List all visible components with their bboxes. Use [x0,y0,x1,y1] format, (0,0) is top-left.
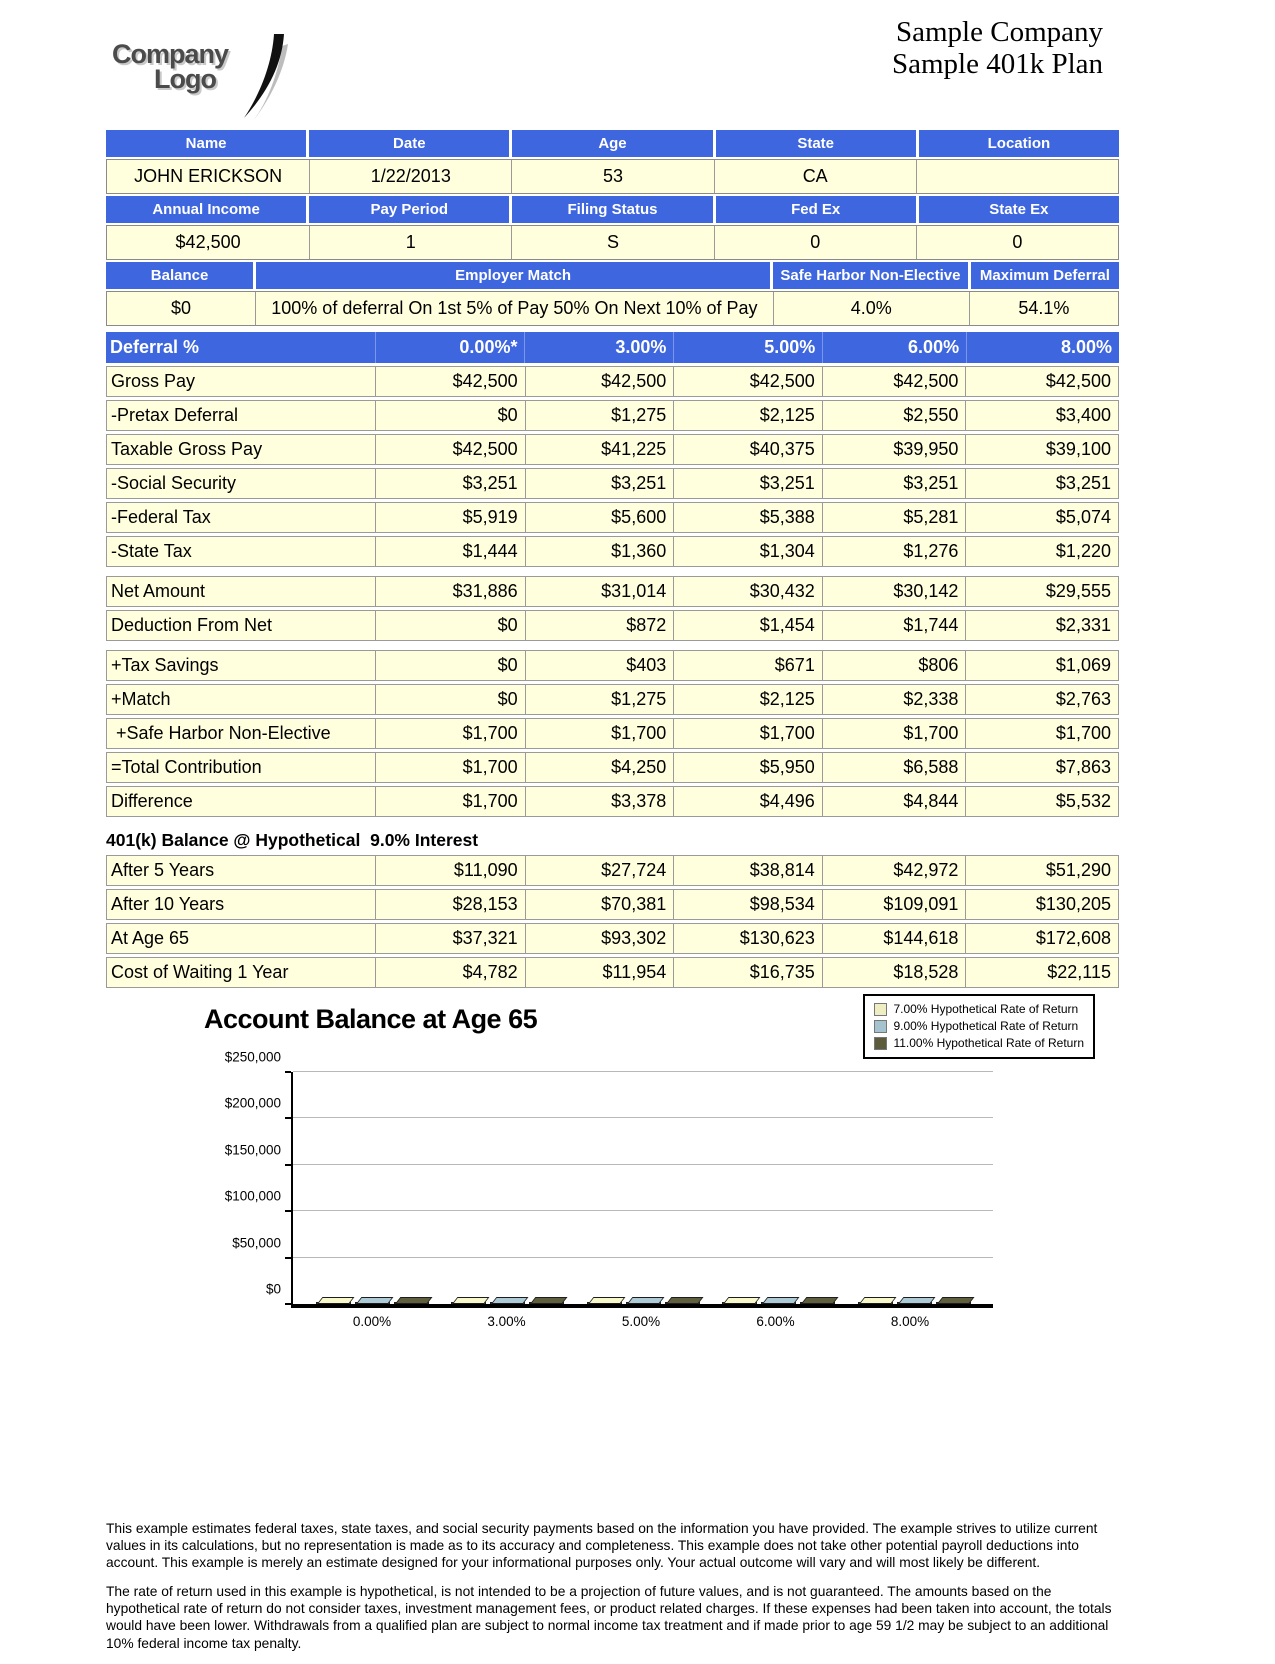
info-header-cell: Employer Match [256,262,770,289]
y-axis-tick-label: $150,000 [224,1142,281,1158]
deferral-value-cell: $671 [673,651,822,680]
info-value-cell [916,160,1118,193]
info-value-cell: 53 [511,160,713,193]
deferral-value-cell: $5,919 [375,503,525,532]
legend-swatch [874,1003,887,1016]
info-header-cell: Pay Period [309,196,509,223]
deferral-value-cell: $39,100 [965,435,1118,464]
bar-7.00%-5.00% [587,1302,622,1304]
deferral-value-cell: $4,250 [525,753,674,782]
bar-9.00%-6.00% [761,1302,796,1304]
deferral-value-cell: $3,251 [673,469,822,498]
deferral-header-cell: 5.00% [673,332,822,363]
report-page [106,0,1119,1664]
deferral-value-cell: $1,275 [525,685,674,714]
info-value-cell: JOHN ERICKSON [134,166,283,186]
deferral-value-cell: $1,444 [375,537,525,566]
info-header-cell: Filing Status [512,196,712,223]
deferral-row [106,957,1119,988]
deferral-value-cell: $5,281 [822,503,966,532]
logo-line-1: Company [112,39,229,69]
chart-plot-area [224,1049,993,1308]
deferral-value-cell: $3,378 [525,787,674,816]
bar-group-8.00% [858,1302,971,1304]
info-value-row [106,225,1119,260]
logo-line-2: Logo [154,63,217,94]
y-axis-tick-label: $50,000 [232,1235,281,1251]
deferral-row [106,434,1119,465]
report-header [106,16,1119,120]
company-logo-text [112,39,229,122]
info-header-cell: Name [106,130,306,157]
deferral-row-label: Taxable Gross Pay [111,439,263,459]
deferral-value-cell: $28,153 [375,890,525,919]
deferral-value-cell: $144,618 [822,924,966,953]
deferral-value-cell: $5,388 [673,503,822,532]
deferral-value-cell: $1,700 [673,719,822,748]
deferral-value-cell: $5,532 [965,787,1118,816]
deferral-table [106,332,1119,988]
deferral-value-cell: $27,724 [525,856,674,885]
deferral-row-label: After 5 Years [111,860,215,880]
deferral-row-label: Net Amount [111,581,206,601]
chart-x-axis-labels [291,1314,991,1329]
deferral-value-cell: $42,500 [525,367,674,396]
y-axis-tick [285,1257,291,1259]
deferral-value-cell: $42,500 [822,367,966,396]
deferral-value-cell: $4,496 [673,787,822,816]
deferral-value-cell: $11,954 [525,958,674,987]
deferral-value-cell: $3,251 [375,469,525,498]
deferral-value-cell: $2,763 [965,685,1118,714]
deferral-row [106,855,1119,886]
deferral-value-cell: $11,090 [375,856,525,885]
deferral-header-cell: 6.00% [822,332,966,363]
y-axis-tick [285,1303,291,1305]
deferral-header-cell: Deferral % [110,337,200,357]
participant-info-table [106,130,1119,326]
chart-legend [863,994,1095,1059]
deferral-row [106,576,1119,607]
x-axis-tick-label: 0.00% [352,1314,392,1329]
deferral-value-cell: $70,381 [525,890,674,919]
company-name: Sample Company [895,16,1103,48]
deferral-row [106,468,1119,499]
deferral-value-cell: $0 [375,685,525,714]
deferral-row-label: -State Tax [111,541,192,561]
deferral-value-cell: $5,074 [965,503,1118,532]
legend-label: 9.00% Hypothetical Rate of Return [893,1019,1079,1033]
deferral-value-cell: $98,534 [673,890,822,919]
deferral-row [106,366,1119,397]
info-header-cell: State [716,130,916,157]
info-value-cell: $0 [171,298,192,318]
deferral-row [106,400,1119,431]
legend-label: 7.00% Hypothetical Rate of Return [893,1002,1079,1016]
deferral-value-cell: $30,432 [673,577,822,606]
legend-swatch [874,1037,887,1050]
deferral-value-cell: $42,500 [375,435,525,464]
deferral-row [106,684,1119,715]
deferral-value-cell: $2,550 [822,401,966,430]
deferral-row-block [106,576,1119,641]
interest-note: 401(k) Balance @ Hypothetical 9.0% Interest [106,826,1119,855]
bar-9.00%-5.00% [626,1302,661,1304]
y-axis-tick [285,1071,291,1073]
info-value-cell: 1 [309,226,511,259]
x-axis-tick-label: 3.00% [487,1314,526,1329]
y-axis-tick-label: $0 [265,1281,281,1297]
deferral-row [106,650,1119,681]
x-axis-tick-label: 5.00% [621,1314,661,1329]
info-value-cell: 4.0% [773,292,969,325]
deferral-value-cell: $42,500 [375,367,525,396]
deferral-row-block [106,366,1119,567]
plan-name: Sample 401k Plan [891,48,1103,81]
info-value-cell: 100% of deferral On 1st 5% of Pay 50% On Next 10% of Pay [255,292,773,325]
deferral-value-cell: $93,302 [525,924,674,953]
y-axis-tick [285,1210,291,1212]
deferral-row [106,502,1119,533]
deferral-row-block [106,855,1119,988]
y-axis-tick-label: $200,000 [224,1095,281,1111]
bar-group-0.00% [316,1302,429,1304]
info-value-cell: CA [714,160,916,193]
deferral-header-cell: 8.00% [966,332,1119,363]
bar-group-5.00% [587,1302,700,1304]
bar-7.00%-6.00% [722,1302,757,1304]
deferral-value-cell: $3,251 [965,469,1118,498]
deferral-value-cell: $1,744 [822,611,966,640]
deferral-value-cell: $42,972 [822,856,966,885]
deferral-value-cell: $403 [525,651,674,680]
deferral-row-label: +Match [111,689,171,709]
deferral-row [106,923,1119,954]
account-balance-chart [106,1000,1119,1372]
deferral-value-cell: $1,275 [525,401,674,430]
deferral-value-cell: $41,225 [525,435,674,464]
deferral-value-cell: $37,321 [375,924,525,953]
deferral-value-cell: $0 [375,611,525,640]
deferral-row-label: =Total Contribution [111,757,262,777]
deferral-value-cell: $2,125 [673,401,822,430]
deferral-value-cell: $42,500 [965,367,1118,396]
x-axis-tick-label: 6.00% [756,1314,795,1329]
deferral-value-cell: $1,700 [822,719,966,748]
deferral-value-cell: $130,623 [673,924,822,953]
bar-7.00%-8.00% [858,1302,893,1304]
y-axis-tick-label: $250,000 [224,1049,281,1065]
deferral-row-label: At Age 65 [111,928,190,948]
deferral-header-cell: 3.00% [524,332,673,363]
disclaimer-paragraph-2: The rate of return used in this example is hypothetical, is not intended to be a projection of future values, and is not guaranteed. The amounts based on the hypothetical rate of return do not consider taxes, investment management fees, or product related charges. If these expenses had been taken into account, the totals would have been lower. Withdrawals from a qualified plan are subject to normal income tax treatment and if made prior to age 59 1/2 may be subject to an additional 10% federal income tax penalty. [106,1584,1112,1651]
deferral-row [106,786,1119,817]
deferral-row-label: +Safe Harbor Non-Elective [111,723,331,743]
deferral-value-cell: $51,290 [965,856,1118,885]
logo-swoosh-icon [238,34,302,122]
bar-group-3.00% [451,1302,564,1304]
deferral-row [106,889,1119,920]
bar-7.00%-0.00% [316,1302,351,1304]
deferral-value-cell: $1,700 [525,719,674,748]
info-value-cell: 0 [714,226,916,259]
bar-11.00%-6.00% [800,1302,835,1304]
deferral-value-cell: $109,091 [822,890,966,919]
info-header-row [106,196,1119,223]
deferral-row [106,718,1119,749]
deferral-value-cell: $6,588 [822,753,966,782]
info-header-cell: Annual Income [106,196,306,223]
deferral-value-cell: $3,251 [822,469,966,498]
deferral-header-cell: 0.00%* [375,332,525,363]
company-logo [112,39,302,122]
info-header-cell: Location [919,130,1119,157]
deferral-value-cell: $39,950 [822,435,966,464]
info-header-cell: Balance [106,262,253,289]
deferral-row-label: Difference [111,791,193,811]
deferral-value-cell: $29,555 [965,577,1118,606]
deferral-value-cell: $38,814 [673,856,822,885]
deferral-row-label: -Federal Tax [111,507,211,527]
deferral-value-cell: $5,600 [525,503,674,532]
deferral-row-label: Cost of Waiting 1 Year [111,962,289,982]
deferral-value-cell: $2,331 [965,611,1118,640]
deferral-row-label: Deduction From Net [111,615,273,635]
deferral-value-cell: $1,700 [375,719,525,748]
deferral-value-cell: $1,276 [822,537,966,566]
deferral-value-cell: $31,886 [375,577,525,606]
y-axis-tick [285,1117,291,1119]
info-value-cell: S [511,226,713,259]
deferral-value-cell: $806 [822,651,966,680]
info-header-cell: Fed Ex [716,196,916,223]
deferral-row-block [106,650,1119,817]
deferral-row-label: Gross Pay [111,371,196,391]
info-value-cell: $42,500 [175,232,241,252]
deferral-value-cell: $22,115 [965,958,1118,987]
bar-group-6.00% [722,1302,835,1304]
deferral-value-cell: $2,338 [822,685,966,714]
deferral-value-cell: $1,069 [965,651,1118,680]
deferral-value-cell: $872 [525,611,674,640]
deferral-row-label: -Pretax Deferral [111,405,239,425]
document-title [892,16,1119,81]
legend-swatch [874,1020,887,1033]
deferral-value-cell: $0 [375,651,525,680]
disclaimer-paragraph-1: This example estimates federal taxes, state taxes, and social security payments based on the information you have provided. The example strives to utilize current values in its calculations, but no representation is made as to its accuracy and completeness. This example does not take other potential payroll deductions into account. This example is merely an estimate designed for your informational purposes only. Your actual outcome will vary and will most likely be different. [106,1521,1098,1571]
deferral-value-cell: $1,220 [965,537,1118,566]
deferral-value-cell: $30,142 [822,577,966,606]
info-header-row [106,130,1119,157]
deferral-value-cell: $130,205 [965,890,1118,919]
legend-item [874,1001,1084,1018]
info-header-cell: Maximum Deferral [971,262,1119,289]
deferral-value-cell: $1,360 [525,537,674,566]
deferral-value-cell: $1,700 [375,753,525,782]
deferral-value-cell: $2,125 [673,685,822,714]
bar-7.00%-3.00% [451,1302,486,1304]
bar-11.00%-3.00% [529,1302,564,1304]
bar-series-container [293,1072,993,1304]
deferral-value-cell: $0 [375,401,525,430]
deferral-value-cell: $1,700 [375,787,525,816]
info-value-cell: 0 [916,226,1118,259]
deferral-value-cell: $40,375 [673,435,822,464]
deferral-row-label: After 10 Years [111,894,225,914]
deferral-row-label: -Social Security [111,473,237,493]
info-header-cell: State Ex [919,196,1119,223]
bar-11.00%-8.00% [936,1302,971,1304]
deferral-value-cell: $42,500 [673,367,822,396]
deferral-value-cell: $1,700 [965,719,1118,748]
x-axis-tick-label: 8.00% [890,1314,930,1329]
y-axis-tick-label: $100,000 [224,1188,281,1204]
deferral-header-row [106,332,1119,363]
deferral-row [106,752,1119,783]
y-axis-tick [285,1164,291,1166]
deferral-row [106,610,1119,641]
disclaimer-footer [106,1520,1119,1652]
deferral-value-cell: $31,014 [525,577,674,606]
deferral-value-cell: $4,844 [822,787,966,816]
deferral-row-label: +Tax Savings [111,655,219,675]
deferral-value-cell: $1,304 [673,537,822,566]
info-header-row [106,262,1119,289]
bar-9.00%-8.00% [897,1302,932,1304]
bar-11.00%-5.00% [665,1302,700,1304]
bar-9.00%-3.00% [490,1302,525,1304]
deferral-row [106,536,1119,567]
deferral-value-cell: $172,608 [965,924,1118,953]
deferral-value-cell: $3,400 [965,401,1118,430]
deferral-value-cell: $4,782 [375,958,525,987]
deferral-value-cell: $1,454 [673,611,822,640]
deferral-value-cell: $16,735 [673,958,822,987]
info-header-cell: Date [309,130,509,157]
info-header-cell: Safe Harbor Non-Elective [773,262,968,289]
info-value-cell: 54.1% [969,292,1118,325]
chart-title: Account Balance at Age 65 [204,1004,538,1034]
deferral-value-cell: $18,528 [822,958,966,987]
legend-item [874,1035,1084,1052]
deferral-value-cell: $7,863 [965,753,1118,782]
deferral-value-cell: $3,251 [525,469,674,498]
info-value-row [106,159,1119,194]
info-value-cell: 1/22/2013 [309,160,511,193]
legend-item [874,1018,1084,1035]
bar-11.00%-0.00% [394,1302,429,1304]
legend-label: 11.00% Hypothetical Rate of Return [893,1036,1084,1050]
deferral-value-cell: $5,950 [673,753,822,782]
info-value-row [106,291,1119,326]
info-header-cell: Age [512,130,712,157]
bar-9.00%-0.00% [355,1302,390,1304]
